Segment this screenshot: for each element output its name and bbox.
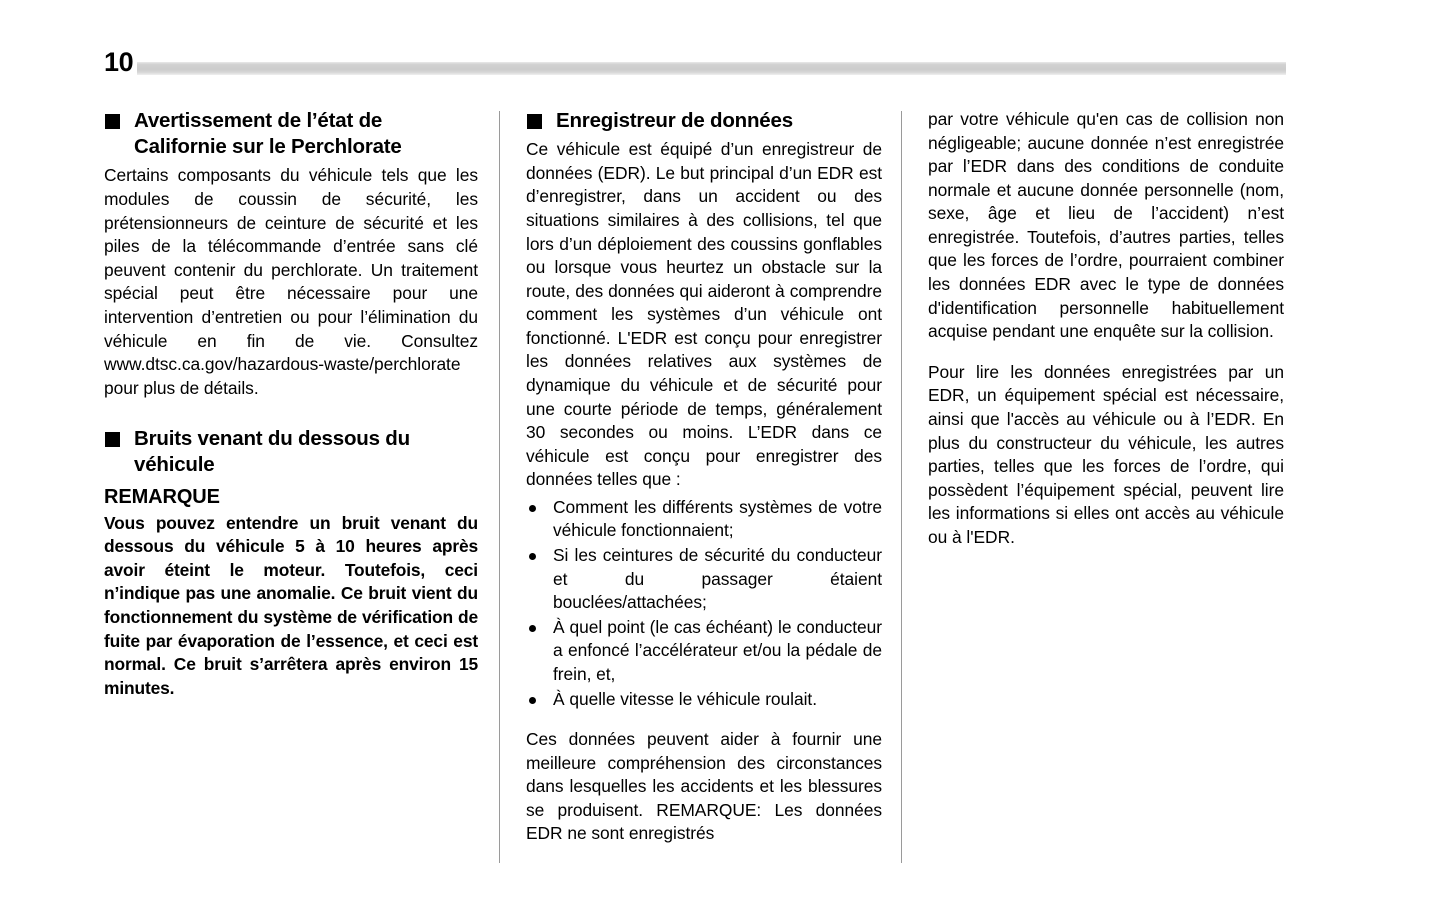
column-divider xyxy=(901,111,902,863)
column-3 xyxy=(910,108,1284,868)
bullet-dot-icon xyxy=(529,505,536,512)
list-item xyxy=(526,616,882,687)
paragraph-edr-usefulness: Ces données peuvent aider à fournir une meilleure compréhension des circonstances dans lesquelles les accidents et les blessures se produisent. REMARQUE: Les données EDR ne sont enregistrés xyxy=(526,729,882,844)
bullet-dot-icon xyxy=(529,625,536,632)
heading-text: Bruits venant du dessous du véhicule xyxy=(134,427,410,477)
square-bullet-icon xyxy=(105,432,120,447)
paragraph-edr-privacy: par votre véhicule qu'en cas de collision non négligeable; aucune donnée n’est enregistrée par l’EDR dans des conditions de conduite normale et aucune donnée personnelle (nom, sexe, âge et lieu de l’accident) n’est enregistrée. Toutefois, d’autres parties, telles que les forces de l’ordre, pourraient combiner les données EDR avec le type de données d'identification personnelle habituellement acquise pendant une enquête sur la collision. xyxy=(928,109,1284,342)
square-bullet-icon xyxy=(105,114,120,129)
heading-text: Enregistreur de données xyxy=(556,109,793,132)
spacer xyxy=(104,400,478,426)
list-item xyxy=(526,544,882,615)
list-item-text: À quelle vitesse le véhicule roulait. xyxy=(553,688,817,709)
column-1 xyxy=(104,108,478,868)
column-2 xyxy=(508,108,882,868)
paragraph-perchlorate: Certains composants du véhicule tels que les modules de coussin de sécurité, les prétensionneurs de ceinture de sécurité et les piles de la télécommande d’entrée sans clé peuvent contenir du perchlorate. Un traitement spécial peut être nécessaire pour une intervention d’entretien ou pour l’élimination du véhicule en fin de vie. Consultez www.dtsc.ca.gov/hazardous-waste/perchlorate pour plus de détails. xyxy=(104,165,478,398)
list-item xyxy=(526,688,882,712)
heading-perchlorate-warning xyxy=(104,108,478,160)
list-item xyxy=(526,496,882,543)
header-rule xyxy=(137,62,1286,75)
heading-text: Avertissement de l’état de Californie sur le Perchlorate xyxy=(134,109,402,159)
list-item-text: À quel point (le cas échéant) le conducteur a enfoncé l’accélérateur et/ou la pédale de frein, et, xyxy=(553,616,882,684)
paragraph-edr-intro: Ce véhicule est équipé d’un enregistreur de données (EDR). Le but principal d’un EDR est d’enregistrer, dans un accident ou des situations similaires à des collisions, tel que lors d’un déploiement des coussins gonflables ou lorsque vous heurtez un obstacle sur la route, des données qui aideront à comprendre comment les systèmes d’un véhicule ont fonctionné. L'EDR est conçu pour enregistrer les données relatives aux systèmes de dynamique du véhicule et de sécurité pour une courte période de temps, généralement 30 secondes ou moins. L’EDR dans ce véhicule est conçu pour enregistrer des données telles que : xyxy=(526,139,882,490)
column-divider xyxy=(499,111,500,863)
text-columns xyxy=(104,108,1286,868)
paragraph-note-body: Vous pouvez entendre un bruit venant du dessous du véhicule 5 à 10 heures après avoir éteint le moteur. Toutefois, ceci n’indique pas une anomalie. Ce bruit vient du fonctionnement du système de vérification de fuite par évaporation de l’essence, et ceci est normal. Ce bruit s’arrêtera après environ 15 minutes. xyxy=(104,512,478,698)
list-item-text: Comment les différents systèmes de votre véhicule fonctionnaient; xyxy=(553,496,882,541)
list-item-text: Si les ceintures de sécurité du conducteur et du passager étaient bouclées/attachées; xyxy=(553,545,882,613)
heading-underbody-noise xyxy=(104,426,478,478)
bullet-dot-icon xyxy=(529,697,536,704)
heading-event-data-recorder xyxy=(526,108,882,134)
page-number: 10 xyxy=(104,49,137,78)
paragraph-edr-readout: Pour lire les données enregistrées par un EDR, un équipement spécial est nécessaire, ainsi que l'accès au véhicule ou à l’EDR. En plus du constructeur du véhicule, les autres parties, telles que les forces de l’ordre, qui possèdent l’équipement spécial, peuvent lire les informations si elles ont accès au véhicule ou à l'EDR. xyxy=(928,361,1284,547)
note-label: REMARQUE xyxy=(104,485,220,508)
bullet-dot-icon xyxy=(529,553,536,560)
page-header xyxy=(104,42,1286,78)
square-bullet-icon xyxy=(527,114,542,129)
edr-data-list xyxy=(526,496,882,711)
